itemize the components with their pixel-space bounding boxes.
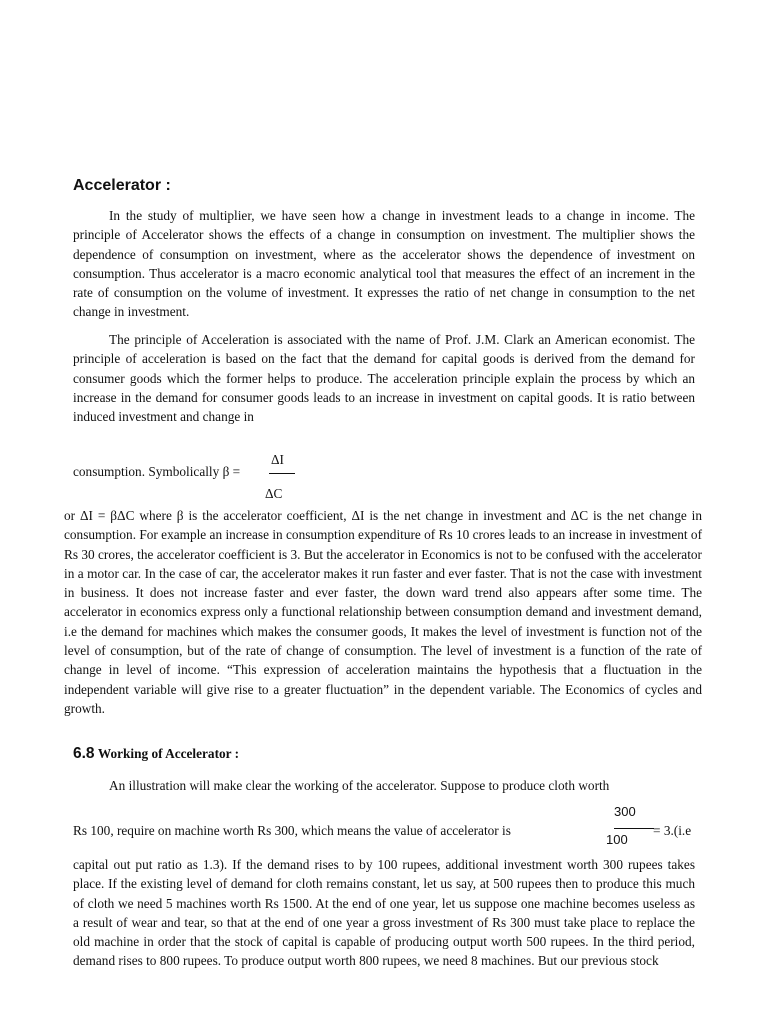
fraction-bar — [269, 473, 295, 474]
subsection-number: 6.8 — [73, 745, 95, 762]
paragraph-coefficient: or ΔI = βΔC where β is the accelerator coefficient, ΔI is the net change in investment and ΔC is the net change in consumption. For example an increase in consumption expenditure of Rs 10 crores leads to an increase in investment of Rs 30 crores, the accelerator coefficient is 3. But the accelerator in Economics is not to be confused with the accelerator in a motor car. In the case of car, the accelerator makes it run faster and ever faster. That is not the case with investment in business. It does not increase faster and ever faster, the down ward trend also appears after some time. The accelerator in economics express only a functional relationship between consumption demand and investment demand, i.e the demand for machines which makes the consumer goods, It makes the level of investment is function not of the level of consumption, but of the rate of change of consumption. The level of investment is a function of the rate of change in level of income. “This expression of acceleration maintains the hypothesis that a fluctuation in the independent variable will give rise to a greater fluctuation” in the dependent variable. The Economics of cycles and growth. — [64, 508, 702, 716]
illustration-line: Rs 100, require on machine worth Rs 300, which means the value of accelerator is — [73, 823, 511, 838]
paragraph-intro: In the study of multiplier, we have seen how a change in investment leads to a change in income. The principle of Accelerator shows the effects of a change in consumption on investment. The multiplier shows the dependence of consumption on investment, where as the accelerator shows the dependence of investment on consumption. Thus accelerator is a macro economic analytical tool that measures the effect of an increment in the rate of consumption on the volume of investment. It expresses the ratio of net change in consumption to the net change in investment. — [73, 208, 695, 320]
paragraph-example: capital out put ratio as 1.3). If the demand rises to by 100 rupees, additional investment worth 300 rupees takes place. If the existing level of demand for cloth remains constant, let us say, at 500 rupees then to produce this much of cloth we need 5 machines worth Rs 1500. At the end of one year, let us suppose one machine becomes useless as a result of wear and tear, so that at the end of one year a gross investment of Rs 300 must take place to replace the old machine in order that the stock of capital is capable of producing output worth 500 rupees. In the third period, demand rises to 800 rupees. To produce output worth 800 rupees, we need 8 machines. But our previous stock — [73, 857, 695, 969]
section-heading: Accelerator : — [73, 177, 171, 194]
formula-denominator: ΔC — [265, 486, 283, 501]
fraction-denominator: 100 — [606, 832, 628, 847]
formula-text: consumption. Symbolically β = — [73, 464, 241, 479]
subsection-heading — [73, 745, 239, 763]
fraction-numerator: 300 — [614, 804, 636, 819]
formula-numerator: ΔI — [271, 452, 284, 467]
fraction-bar — [614, 828, 654, 829]
paragraph-clark: The principle of Acceleration is associated with the name of Prof. J.M. Clark an American economist. The principle of acceleration is based on the fact that the demand for capital goods is derived from the demand for consumer goods which the former helps to produce. The acceleration principle explain the process by which an increase in the demand for consumer goods leads to an increase in investment on capital goods. It is ratio between induced investment and change in — [73, 332, 695, 425]
paragraph-illustration: An illustration will make clear the working of the accelerator. Suppose to produce cloth worth — [109, 778, 610, 793]
fraction-result: = 3.(i.e — [653, 823, 692, 838]
subsection-title: Working of Accelerator : — [97, 746, 240, 761]
